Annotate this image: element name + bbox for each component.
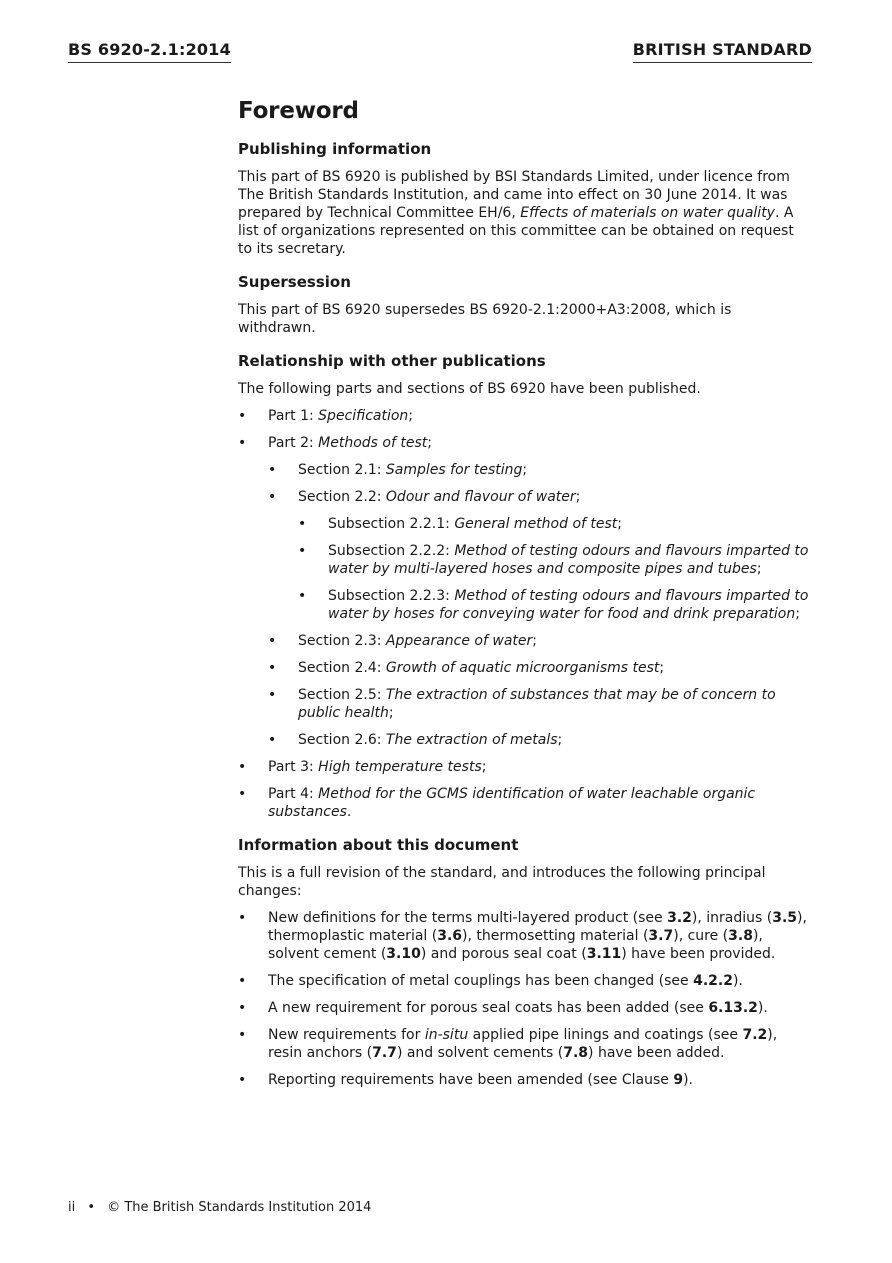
list-item: • Section 2.5: The extraction of substances that may be of concern to public health; (268, 687, 776, 721)
supersession-text: This part of BS 6920 supersedes BS 6920-2.1:2000+A3:2008, which is withdrawn. (238, 302, 732, 336)
list-item: • The specification of metal couplings has been changed (see 4.2.2). (238, 973, 743, 989)
list-item: • Subsection 2.2.1: General method of test; (298, 516, 622, 532)
bullet: • (268, 633, 277, 649)
publishing-text: This part of BS 6920 is published by BSI Standards Limited, under licence from The British Standards Institution, and came into effect on 30 June 2014. It was prepared by Technical Committee EH/6, Effects of materials on water quality. A list of organizations represented on this committee can be obtained on request to its secretary. (238, 169, 794, 257)
list-item: • Section 2.2: Odour and flavour of water; (268, 489, 581, 505)
bullet: • (238, 910, 247, 926)
list-item: • Part 1: Specification; (238, 408, 414, 424)
relationship-heading: Relationship with other publications (238, 352, 546, 370)
list-item: • Section 2.3: Appearance of water; (268, 633, 537, 649)
relationship-intro: The following parts and sections of BS 6920 have been published. (238, 381, 701, 397)
bullet: • (268, 732, 277, 748)
header-doc-id: BS 6920-2.1:2014 (68, 40, 231, 63)
supersession-heading: Supersession (238, 273, 351, 291)
list-item: • Part 3: High temperature tests; (238, 759, 487, 775)
page-number: ii (68, 1200, 76, 1215)
bullet: • (268, 687, 277, 703)
information-heading: Information about this document (238, 836, 519, 854)
bullet: • (298, 516, 307, 532)
list-item: • Section 2.4: Growth of aquatic microorganisms test; (268, 660, 665, 676)
publishing-heading: Publishing information (238, 140, 432, 158)
bullet: • (238, 1027, 247, 1043)
bullet: • (238, 759, 247, 775)
bullet: • (238, 1072, 247, 1088)
list-item: • Subsection 2.2.3: Method of testing odours and flavours imparted to water by hoses for conveying water for food and drink preparation; (298, 588, 809, 622)
list-item: • Section 2.1: Samples for testing; (268, 462, 528, 478)
page-title: Foreword (238, 98, 359, 124)
bullet: • (238, 973, 247, 989)
list-item: • New definitions for the terms multi-layered product (see 3.2), inradius (3.5), thermoplastic material (3.6), thermosetting material (3.7), cure (3.8), solvent cement (3.10) and porous seal coat (3.11) have been provided. (238, 910, 807, 962)
foreword-section (238, 98, 810, 1098)
bullet: • (268, 660, 277, 676)
publications-list (238, 407, 810, 821)
footer-separator: • (87, 1200, 96, 1215)
page-footer (68, 1200, 379, 1215)
bullet: • (268, 489, 277, 505)
list-item: • Reporting requirements have been amended (see Clause 9). (238, 1072, 693, 1088)
bullet: • (298, 588, 307, 604)
bullet: • (238, 786, 247, 802)
list-item: • A new requirement for porous seal coats has been added (see 6.13.2). (238, 1000, 768, 1016)
list-item: • Section 2.6: The extraction of metals; (268, 732, 563, 748)
bullet: • (238, 408, 247, 424)
header-series: BRITISH STANDARD (633, 40, 812, 63)
list-item: • Part 2: Methods of test; (238, 435, 432, 451)
bullet: • (238, 435, 247, 451)
bullet: • (298, 543, 307, 559)
bullet: • (238, 1000, 247, 1016)
changes-list (238, 909, 810, 1089)
copyright-text: © The British Standards Institution 2014 (107, 1200, 372, 1215)
information-intro: This is a full revision of the standard, and introduces the following principal changes: (238, 865, 766, 899)
bullet: • (268, 462, 277, 478)
list-item: • Part 4: Method for the GCMS identification of water leachable organic substances. (238, 786, 756, 820)
list-item: • New requirements for in-situ applied pipe linings and coatings (see 7.2), resin anchors (7.7) and solvent cements (7.8) have been added. (238, 1027, 778, 1061)
list-item: • Subsection 2.2.2: Method of testing odours and flavours imparted to water by multi-layered hoses and composite pipes and tubes; (298, 543, 809, 577)
